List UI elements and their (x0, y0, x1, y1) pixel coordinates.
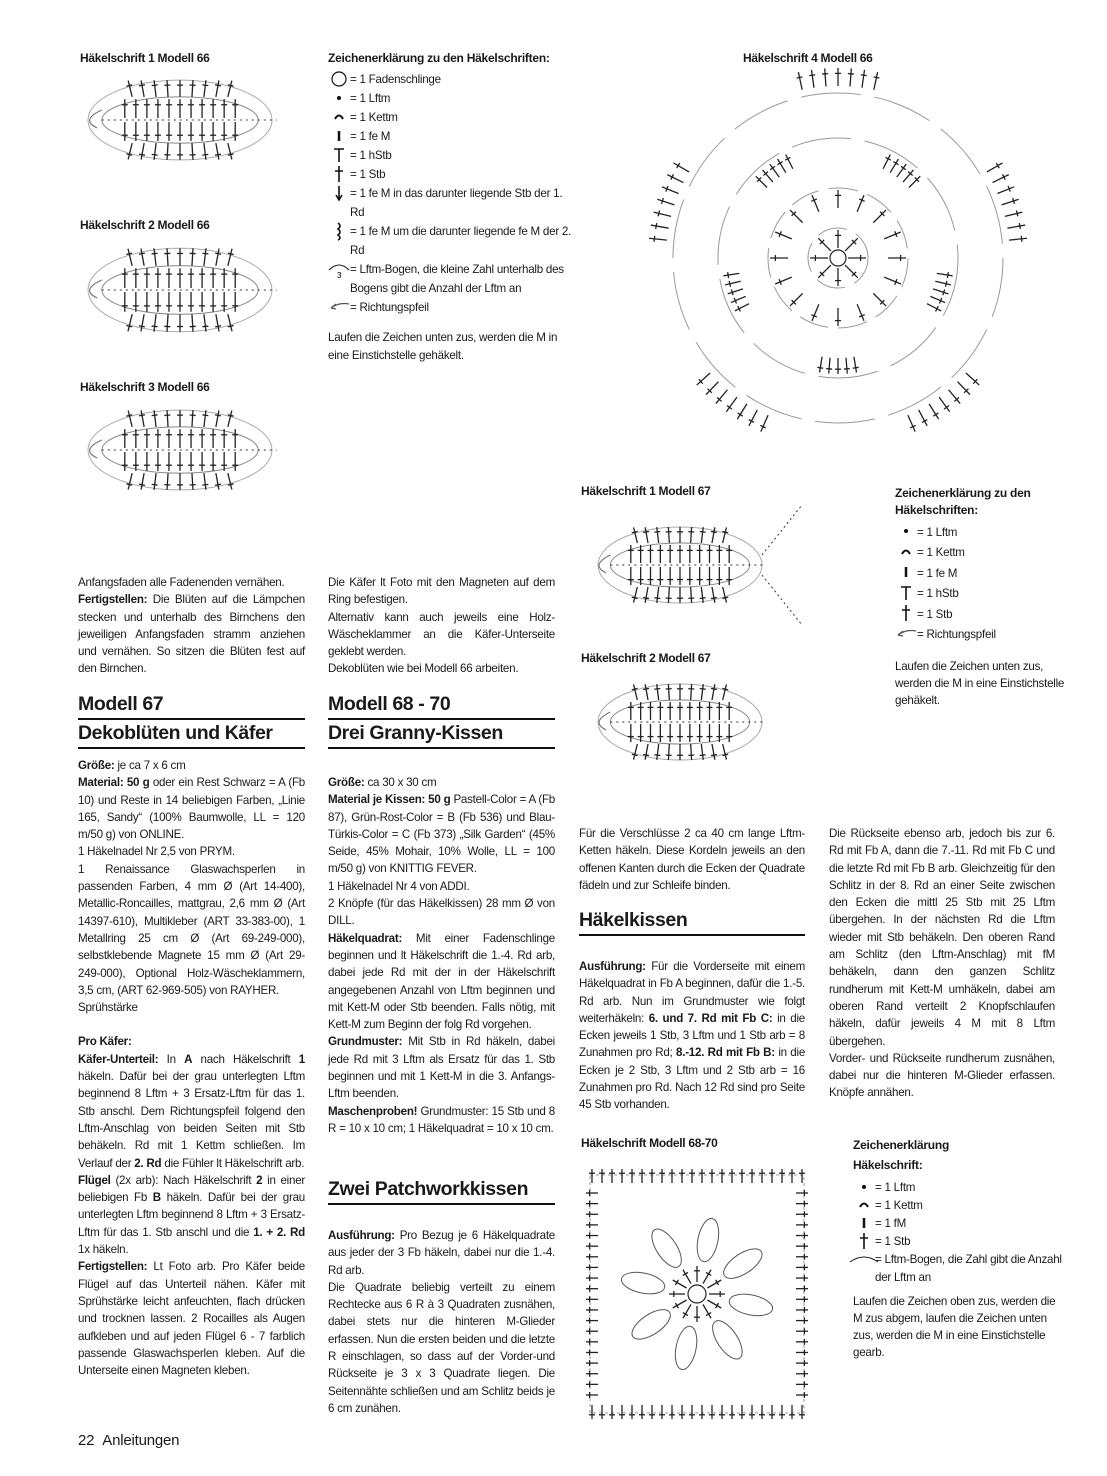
bold-label: 2. Rd (134, 1156, 162, 1170)
legend-modell-68 (853, 1137, 1063, 1362)
text-run: oder ein Rest Schwarz = A (Fb 10) und Reste in 14 beliebigen Farben, „Linie 165, Sandy“ (100% Baumwolle, LL = 120 m/50 g) von ONLINE. (78, 776, 305, 842)
bold-label: Maschenproben! (328, 1104, 421, 1118)
bar-icon (328, 127, 350, 144)
paragraph (829, 1050, 1055, 1102)
bold-label: Ausführung: (328, 1229, 400, 1242)
paragraph (78, 774, 305, 843)
paragraph (328, 1103, 555, 1138)
arc-icon (328, 108, 350, 125)
bold-label: 1 (298, 1052, 305, 1066)
chain-arc-icon (853, 1251, 875, 1268)
text-run: Mit Stb in Rd häkeln, dabei jede Rd mit 3 Lftm als Ersatz für das 1. Stb beginnen und mit 1 Kett-M in die 3. Anfangs-Lftm beenden. (328, 1035, 555, 1101)
bold-label: 8.-12. Rd mit Fb B: (676, 1046, 775, 1060)
legend-item-label: = 1 Lftm (875, 1180, 916, 1194)
text-run: Mit einer Fadenschlinge beginnen und lt Häkelschrift die 1.-4. Rd arb, dabei jede Rd mit der in der Häkelschrift angegebenen Anzahl von Lftm beginnen und mit Kett-M oder Stb beenden. Falls nötig, mit Kett-M zum Beginn der folg Rd vorgehen. (328, 931, 555, 1032)
legend-note: Laufen die Zeichen unten zus, werden die M in eine Einstichstelle gehäkelt. (895, 659, 1065, 708)
text-run: nach Häkelschrift (192, 1052, 299, 1066)
legend-item-label: = 1 fM (875, 1216, 907, 1230)
legend-item (853, 1215, 1063, 1233)
instructions-modell-67 (78, 757, 305, 1379)
legend-item (853, 1251, 1063, 1287)
legend-item-label: = 1 Stb (350, 168, 386, 182)
direction-arrow-icon (328, 298, 350, 315)
legend-item-label: = 1 Lftm (350, 92, 391, 106)
diagram-title: Häkelschrift 1 Modell 66 (80, 51, 210, 65)
paragraph (78, 861, 305, 999)
legend-item (853, 1233, 1063, 1251)
text-run: Pro Bezug je 6 Häkelquadrate aus jeder der 3 Fb häkeln, dabei nur die 1.-4. Rd arb. (328, 1229, 555, 1277)
text-run: in die Ecken je 2 Stb, 3 Lftm und 2 Stb arb = 16 Zunahmen pro Rd. Nach 12 Rd sind pro Seite 45 Stb vorhanden. (579, 1046, 806, 1112)
legend-item (895, 625, 1075, 646)
instructions-haekelkissen (579, 941, 805, 1114)
section-name: Anleitungen (102, 1432, 180, 1449)
text-run: Pastell-Color = A (Fb 87), Grün-Rost-Color = B (Fb 536) und Blau-Türkis-Color = C (Fb 373) „Silk Garden“ (45% Seide, 45% Mohair, 10% Wolle, LL = 100 m/50 g) von KNITTIG FEVER. (328, 793, 555, 876)
paragraph (328, 791, 555, 877)
legend-item-label: = 1 Stb (917, 607, 953, 621)
bold-label: Größe: (328, 776, 368, 789)
cross-stb-icon (895, 605, 917, 622)
bar-icon (895, 564, 917, 581)
text-run: in die Ecken jeweils 1 Stb, 3 Lftm und 1 Stb arb = 8 Zunahmen pro Rd; (579, 1011, 805, 1060)
paragraph (78, 999, 305, 1016)
arc-icon (895, 543, 917, 560)
legend-item (328, 298, 578, 317)
diagram-title: Häkelschrift 2 Modell 66 (80, 218, 210, 232)
diagram-title: Häkelschrift 1 Modell 67 (581, 484, 711, 498)
legend-item (895, 523, 1075, 544)
legend-item-label: = 1 hStb (350, 149, 392, 163)
paragraph (328, 609, 555, 661)
text-run: je ca 7 x 6 cm (117, 759, 186, 772)
legend-item (328, 108, 578, 127)
bold-label: 2 (256, 1173, 263, 1187)
text-run: 1x häkeln. (78, 1243, 129, 1257)
paragraph (328, 1279, 555, 1417)
legend-item-label: = Lftm-Bogen, die kleine Zahl unterhalb des Bogens gibt die Anzahl der Lftm an (350, 263, 564, 296)
arrow-down-stitch-icon (328, 184, 350, 201)
legend-item (853, 1197, 1063, 1215)
legend-item (895, 584, 1075, 605)
paragraph (579, 958, 805, 1114)
text-run: Die Quadrate beliebig verteilt zu einem Rechtecke aus 6 R à 3 Quadraten zusnähen, dabei stets nur die hinteren M-Glieder erfassen. Nun die ersten beiden und die letzte R einschlagen, so dass auf der Vorder-und Rückseite je 3 x 3 Quadrate liegen. Die Seitennähte schließen und am Schlitz beids je 6 cm zunähen. (328, 1280, 555, 1415)
bold-label: 1. + 2. Rd (253, 1225, 305, 1239)
text-run: Die Blüten auf die Lämpchen stecken und unterhalb des Birnchens den jeweiligen Anfangsfaden stramm anziehen und vernähen. So sitzen die Blüten fest auf den Birnchen. (78, 593, 305, 676)
paragraph (78, 574, 305, 591)
text-run: ca 30 x 30 cm (367, 776, 437, 789)
bar-icon (853, 1215, 875, 1232)
legend-item (328, 260, 578, 298)
heading-haekelkissen: Häkelkissen (579, 906, 805, 936)
bold-label: Grundmuster: (328, 1035, 409, 1049)
bold-label: Fertigstellen: (78, 593, 153, 607)
legend-item-label: = Lftm-Bogen, die Zahl gibt die Anzahl der Lftm an (875, 1252, 1062, 1284)
paragraph (328, 895, 555, 930)
t-hstb-icon (895, 584, 917, 601)
legend-title: Zeichenerklärung zu den Häkelschriften: (328, 51, 550, 65)
text-run: Lt Foto arb. Pro Käfer beide Flügel auf das Unterteil nähen. Käfer mit Sprühstärke leicht anfeuchten, flach drücken und trocknen lassen. 2 Rocailles als Augen aufkleben und auf jeden Flügel 6 - 7 farblich passende Glaswachsperlen kleben. Auf die Unterseite einen Magneten kleben. (78, 1260, 305, 1378)
text-run: Sprühstärke (78, 1001, 138, 1015)
legend-item-label: = 1 Kettm (875, 1198, 923, 1212)
bold-label: B (152, 1191, 161, 1205)
paragraph (78, 1033, 305, 1050)
legend-item (895, 605, 1075, 626)
text-run: 1 Häkelnadel Nr 4 von ADDI. (328, 879, 470, 893)
paragraph (829, 825, 1055, 1050)
bold-label: Käfer-Unterteil: (78, 1052, 167, 1066)
t-hstb-icon (328, 146, 350, 163)
wavy-stitch-icon (328, 222, 350, 239)
paragraph (328, 1033, 555, 1102)
paragraph (78, 843, 305, 860)
cross-stb-icon (853, 1233, 875, 1250)
text-rueckseite (829, 808, 1055, 1102)
instructions-modell-68 (328, 757, 555, 1137)
legend-item (328, 222, 578, 260)
svg-text:3: 3 (337, 270, 342, 280)
paragraph (78, 757, 305, 774)
dot-icon (328, 89, 350, 106)
text-run: 2 Knöpfe (für das Häkelkissen) 28 mm Ø von DILL. (328, 897, 555, 928)
legend-item-label: = 1 fe M in das darunter liegende Stb der 1. Rd (350, 187, 563, 220)
paragraph (328, 930, 555, 1034)
text-run: Dekoblüten wie bei Modell 66 arbeiten. (328, 662, 519, 676)
bold-label: Pro Käfer: (78, 1035, 132, 1049)
diagram-title: Häkelschrift 4 Modell 66 (743, 51, 873, 65)
text-verschluesse (579, 808, 805, 894)
bold-label: A (184, 1052, 193, 1066)
legend-item (328, 70, 578, 89)
legend-title: Zeichenerklärung (853, 1138, 950, 1152)
diagram-title: Häkelschrift 2 Modell 67 (581, 651, 711, 665)
legend-item (328, 127, 578, 146)
bold-label: Material je Kissen: 50 g (328, 793, 454, 807)
legend-item-label: = 1 Lftm (917, 525, 958, 539)
chain-arc-3-icon (328, 260, 350, 280)
arc-icon (853, 1197, 875, 1214)
page-footer (78, 1432, 179, 1449)
text-run: (2x arb): Nach Häkelschrift (115, 1173, 257, 1187)
legend-item-label: = Richtungspfeil (917, 628, 996, 642)
legend-item (328, 165, 578, 184)
text-run: Die Rückseite ebenso arb, jedoch bis zur 6. Rd mit Fb A, dann die 7.-11. Rd mit Fb C und die letzte Rd mit Fb B arb. Gleichzeitig für den Schlitz in der 8. Rd an einer Seite zwischen den Ecken die mittl 25 Stb mit 25 Lftm übergehen. In der nächsten Rd die Lftm wieder mit Stb behäkeln. Den oberen Rand am Schlitz (den Lftm-Anschlag) mit fM behäkeln, dann den ganzen Schlitz rundherum mit Kett-M umhäkeln, dabei am oberen Rand verteilt 2 Knopfschlaufen häkeln, dafür jeweils 4 M mit 8 Lftm übergehen. (829, 827, 1055, 1048)
paragraph (78, 591, 305, 677)
legend-modell-67 (895, 485, 1075, 709)
text-run: Für die Vorderseite mit einem Häkelquadrat in Fb A beginnen, dafür die 1.-5. Rd arb. Nun im Grundmuster wie folgt weiterhäkeln: (579, 960, 805, 1025)
paragraph (579, 825, 805, 894)
legend-item (853, 1179, 1063, 1197)
bold-label: Fertigstellen: (78, 1260, 154, 1274)
heading-dekobblueten: Dekoblüten und Käfer (78, 719, 305, 749)
bold-label: Ausführung: (579, 960, 652, 973)
legend-item-label: = 1 Kettm (350, 111, 398, 125)
direction-arrow-icon (895, 625, 917, 642)
bold-label: Flügel (78, 1173, 116, 1187)
legend-item (328, 146, 578, 165)
cross-stb-icon (328, 165, 350, 182)
text-run: häkeln. Dafür bei der grau unterlegten Lftm beginnend 8 Lftm + 3 Ersatz-Lftm für das 1. Stb anschl und die (78, 1191, 305, 1239)
legend-item (895, 543, 1075, 564)
legend-item-label: = Richtungspfeil (350, 301, 429, 315)
heading-modell-67: Modell 67 (78, 690, 305, 720)
loop-circle-icon (328, 70, 350, 87)
paragraph (328, 574, 555, 609)
heading-modell-68-70: Modell 68 - 70 (328, 690, 555, 720)
text-finishing-66 (78, 557, 305, 678)
legend-modell-66 (328, 50, 578, 364)
legend-item (328, 184, 578, 222)
text-run: Die Käfer lt Foto mit den Magneten auf dem Ring befestigen. (328, 576, 555, 607)
bold-label: Größe: (78, 759, 118, 772)
paragraph (78, 1258, 305, 1379)
text-run: In (166, 1052, 185, 1066)
paragraph (78, 1172, 305, 1258)
diagram-title: Häkelschrift Modell 68-70 (581, 1136, 718, 1150)
heading-patchworkkissen: Zwei Patchworkkissen (328, 1175, 555, 1205)
legend-item-label: = 1 fe M (917, 566, 958, 580)
bold-label: 6. und 7. Rd mit Fb C: (648, 1011, 773, 1025)
paragraph (328, 660, 555, 677)
dot-icon (853, 1179, 875, 1196)
bold-label: Material: 50 g (78, 776, 153, 790)
crochet-diagram-modell-68-70 (0, 0, 1, 1)
legend-item-label: = 1 Kettm (917, 546, 965, 560)
text-run: Grundmuster: 15 Stb und 8 R = 10 x 10 cm; 1 Häkelquadrat = 10 x 10 cm. (328, 1104, 555, 1135)
paragraph (328, 774, 555, 791)
legend-subtitle: Häkelschrift: (853, 1158, 923, 1173)
legend-item-label: = 1 fe M um die darunter liegende fe M der 2. Rd (350, 225, 572, 258)
legend-note: Laufen die Zeichen oben zus, werden die M zus abgem, laufen die Zeichen unten zus, werden die M in eine Einstichstelle gearb. (853, 1294, 1056, 1360)
legend-item-label: = 1 fe M (350, 130, 391, 144)
text-run: Anfangsfaden alle Fadenenden vernähen. (78, 576, 285, 589)
text-run: 1 Renaissance Glaswachsperlen in passenden Farben, 4 mm Ø (Art 14-400), Metallic-Roncailles, mattgrau, 2,6 mm Ø (Art 14397-610), Multikleber (ART 33-383-00), 1 Metallring 25 cm Ø (Art 69-249-000), selbstklebende Magnete 15 mm Ø (Art 29-249-000), Optional Holz-Wäscheklammern, 3,5 cm, (ART 62-969-505) von RAYHER. (78, 862, 305, 997)
paragraph (328, 1227, 555, 1279)
page-number: 22 (78, 1432, 95, 1449)
dot-icon (895, 523, 917, 540)
text-run: die Fühler lt Häkelschrift arb. (161, 1156, 305, 1170)
text-run: Vorder- und Rückseite rundherum zusnähen, dabei nur die hinteren M-Glieder erfassen. Knöpfe annähen. (829, 1051, 1055, 1100)
legend-item-label: = 1 hStb (917, 587, 959, 601)
text-run: 1 Häkelnadel Nr 2,5 von PRYM. (78, 845, 235, 859)
diagram-title: Häkelschrift 3 Modell 66 (80, 380, 210, 394)
text-run: häkeln. Dafür bei der grau unterlegten Lftm beginnend 8 Lftm + 3 Ersatz-Lftm für das 1. Stb anschl. Dem Richtungspfeil folgend den Lftm-Anschlag von beiden Seiten mit Stb behäkeln. Rd mit 1 Kettm schließen. Im Verlauf der (78, 1070, 305, 1170)
paragraph (78, 1051, 305, 1172)
text-kaefer-ring (328, 557, 555, 678)
text-run: in einer beliebigen Fb (78, 1173, 306, 1205)
paragraph (328, 878, 555, 895)
text-run: Alternativ kann auch jeweils eine Holz-Wäscheklammer an die Käfer-Unterseite geklebt werden. (328, 610, 555, 659)
legend-item-label: = 1 Fadenschlinge (350, 73, 441, 87)
bold-label: Häkelquadrat: (328, 931, 416, 945)
legend-item (328, 89, 578, 108)
legend-title: Zeichenerklärung zu den Häkelschriften: (895, 486, 1031, 518)
text-run: Für die Verschlüsse 2 ca 40 cm lange Lftm-Ketten häkeln. Diese Kordeln jeweils an den offenen Kanten durch die Ecken der Quadrate fädeln und zur Schleife binden. (579, 827, 805, 892)
legend-item (895, 564, 1075, 585)
legend-item-label: = 1 Stb (875, 1234, 911, 1248)
legend-note: Laufen die Zeichen unten zus, werden die M in eine Einstichstelle gehäkelt. (328, 331, 558, 362)
heading-granny-kissen: Drei Granny-Kissen (328, 719, 555, 749)
instructions-patchwork (328, 1210, 555, 1417)
